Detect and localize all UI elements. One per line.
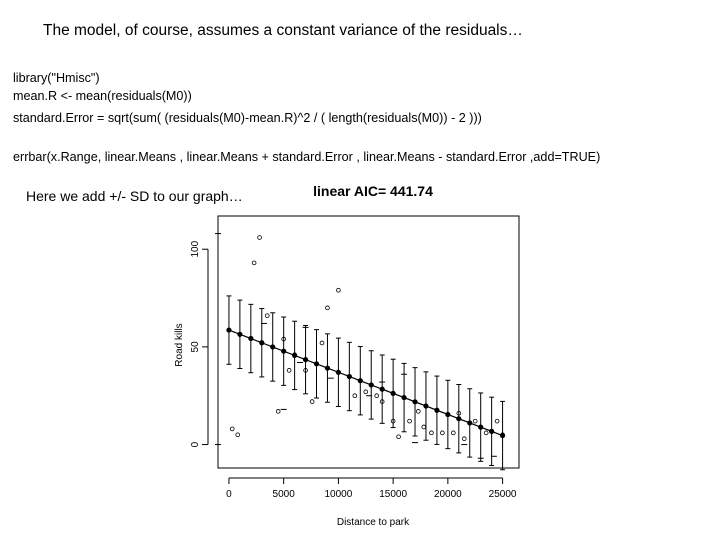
mean-point xyxy=(226,327,231,332)
observed-point xyxy=(375,394,379,398)
observed-point xyxy=(353,394,357,398)
observed-point xyxy=(236,433,240,437)
chart-title: linear AIC= 441.74 xyxy=(313,183,433,199)
x-tick-label: 0 xyxy=(226,489,232,500)
observed-point xyxy=(430,431,434,435)
x-tick-label: 20000 xyxy=(433,489,462,500)
observed-point xyxy=(230,427,234,431)
observed-point xyxy=(484,431,488,435)
y-axis-label: Road kills xyxy=(174,323,185,367)
x-tick-label: 10000 xyxy=(324,489,353,500)
observed-point xyxy=(408,419,412,423)
code-line-1: library("Hmisc") xyxy=(13,71,100,85)
observed-point xyxy=(320,341,324,345)
observed-point xyxy=(462,437,466,441)
observed-point xyxy=(397,435,401,439)
observed-point xyxy=(287,368,291,372)
observed-point xyxy=(440,431,444,435)
slide-title: The model, of course, assumes a constant variance of the residuals… xyxy=(43,22,523,39)
y-axis xyxy=(190,240,208,447)
dash-points xyxy=(215,234,497,459)
observed-point xyxy=(310,400,314,404)
x-axis-label: Distance to park xyxy=(336,517,410,528)
observed-point xyxy=(495,419,499,423)
fitted-line xyxy=(229,330,503,435)
slide-caption: Here we add +/- SD to our graph… xyxy=(26,188,243,204)
x-tick-label: 5000 xyxy=(272,489,295,500)
y-tick-label: 0 xyxy=(190,441,201,448)
x-tick-label: 25000 xyxy=(488,489,517,500)
observed-point xyxy=(258,236,262,240)
y-tick-label: 50 xyxy=(190,341,201,353)
observed-point xyxy=(265,314,269,318)
observed-point xyxy=(422,425,426,429)
observed-points xyxy=(230,236,504,441)
observed-point xyxy=(364,390,368,394)
observed-point xyxy=(337,288,341,292)
observed-point xyxy=(252,261,256,265)
observed-point xyxy=(276,409,280,413)
observed-point xyxy=(451,431,455,435)
observed-point xyxy=(473,419,477,423)
observed-point xyxy=(326,306,330,310)
x-axis xyxy=(226,478,517,500)
code-line-4: errbar(x.Range, linear.Means , linear.Means + standard.Error , linear.Means - standard.Error ,add=TRUE) xyxy=(13,150,601,164)
code-line-2: mean.R <- mean(residuals(M0)) xyxy=(13,89,192,103)
y-tick-label: 100 xyxy=(190,240,201,258)
code-line-3: standard.Error = sqrt(sum( (residuals(M0)-mean.R)^2 / ( length(residuals(M0)) - 2 ))) xyxy=(13,111,482,125)
fitted-regression-line xyxy=(229,330,503,435)
observed-point xyxy=(416,409,420,413)
x-tick-label: 15000 xyxy=(379,489,408,500)
